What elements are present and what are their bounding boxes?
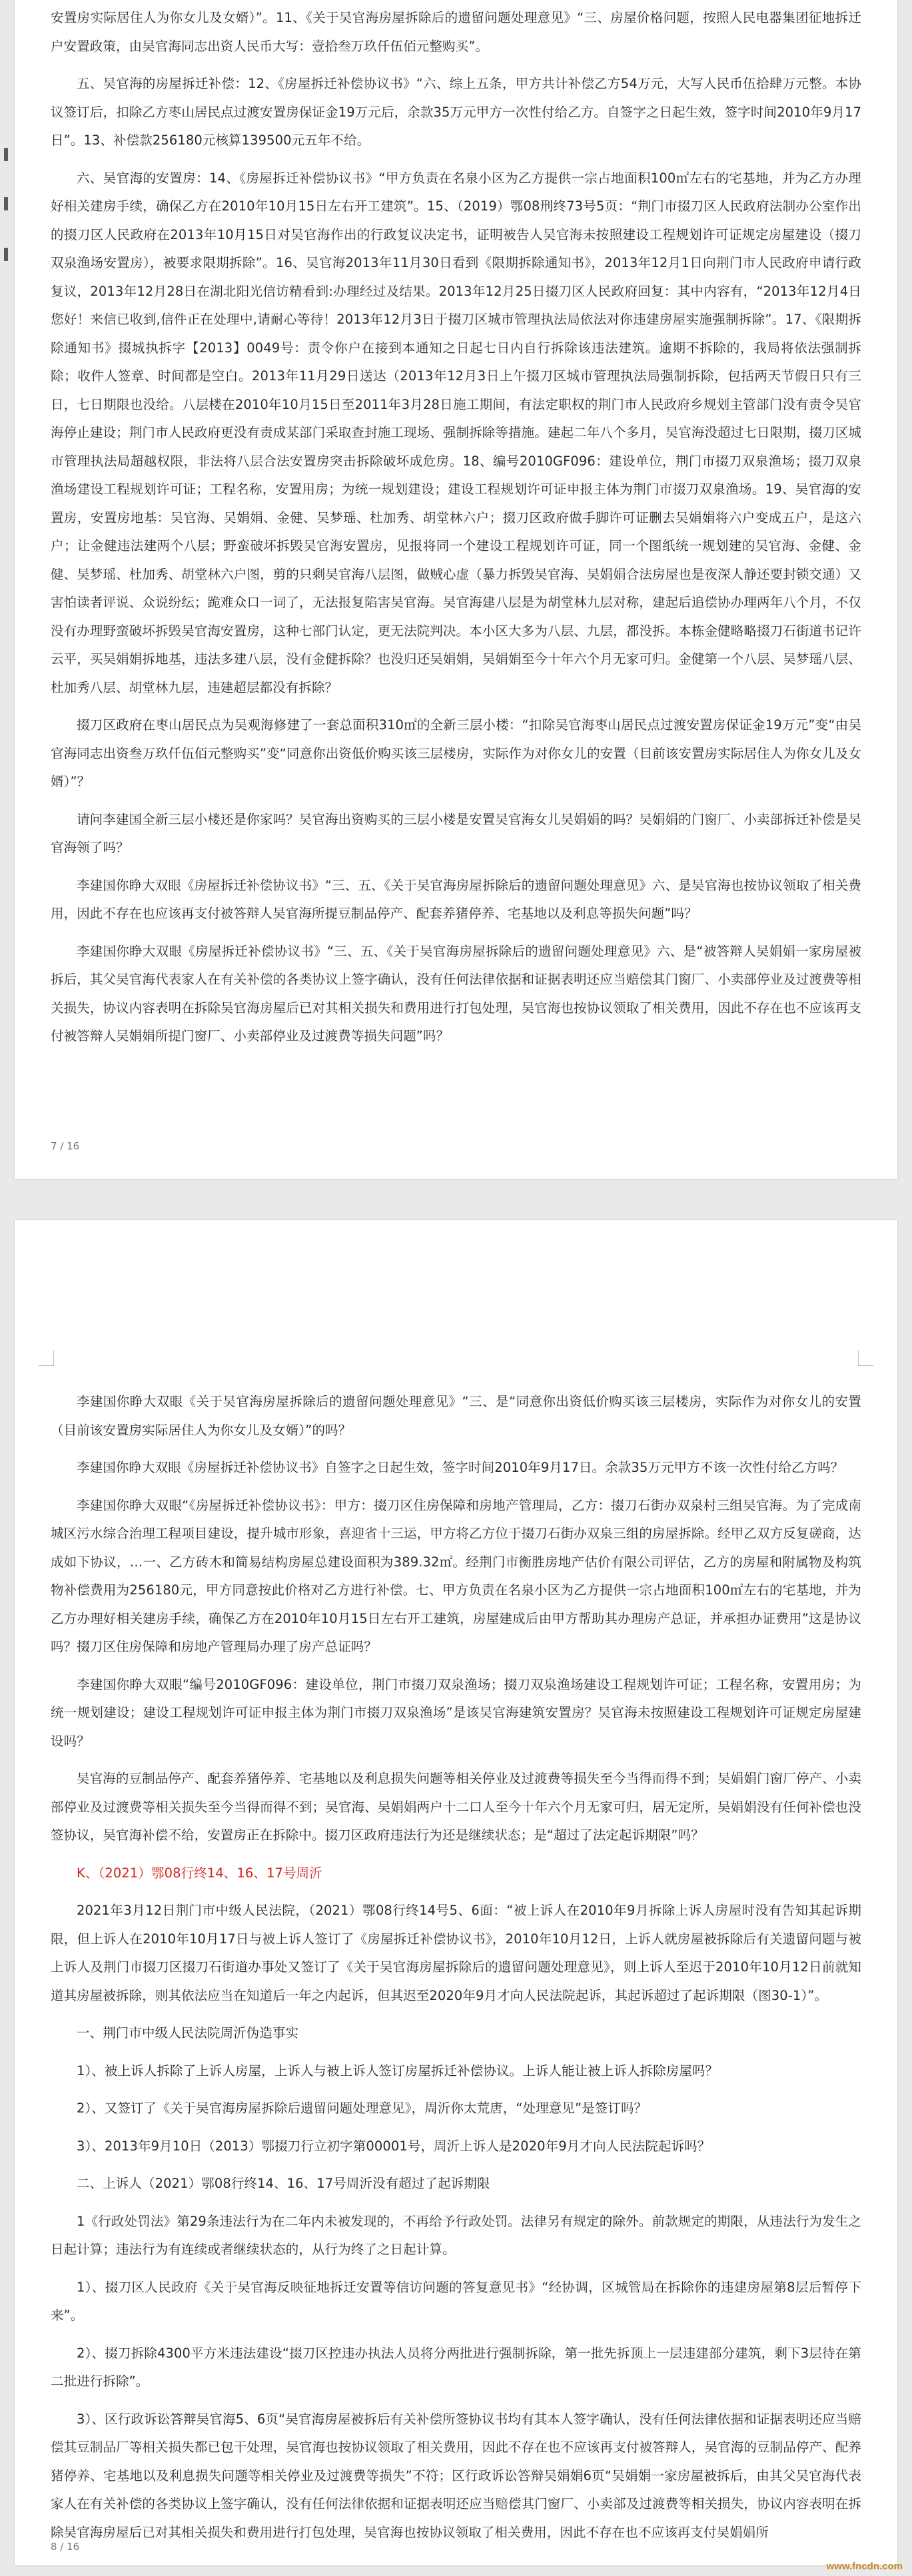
paragraph: 五、吴官海的房屋拆迁补偿：12、《房屋拆迁补偿协议书》“六、综上五条，甲方共计补偿乙方54万元，大写人民币伍拾肆万元整。本协议签订后，扣除乙方枣山居民点过渡安置房保证金19万元后，余款35万元甲方一次性付给乙方。自签字之日起生效，签字时间2010年9月17日”。13、补偿款256180元核算139500元五年不给。 bbox=[51, 76, 861, 148]
list-item: 1）、掇刀区人民政府《关于吴官海反映征地拆迁安置等信访问题的答复意见书》“经协调，区城管局在拆除你的违建房屋第8层后暂停下来”。 bbox=[51, 2279, 861, 2323]
document-page-7 bbox=[15, 0, 897, 1179]
paragraph: 安置房实际居住人为你女儿及女婿）”。11、《关于吴官海房屋拆除后的遗留问题处理意见》“三、房屋价格问题，按照人民电器集团征地拆迁户安置政策，由吴官海同志出资人民币大写：壹拾叁万玖仟伍佰元整购买”。 bbox=[51, 10, 861, 54]
section-heading: 一、荆门市中级人民法院周沂伪造事实 bbox=[77, 2025, 299, 2041]
paragraph: 李建国你睁大双眼《房屋拆迁补偿协议书》“三、五、《关于吴官海房屋拆除后的遗留问题处理意见》六、是“被答辩人吴娟娟一家房屋被拆后，其父吴官海代表家人在有关补偿的各类协议上签字确认，没有任何法律依据和证据表明还应当赔偿其门窗厂、小卖部停业及过渡费等相关损失，协议内容表明在拆除吴官海房屋后已对其相关损失和费用进行打包处理，吴官海也按协议领取了相关费用，因此不存在也不应该再支付被答辩人吴娟娟所提门窗厂、小卖部停业及过渡费等损失问题”吗？ bbox=[51, 943, 861, 1044]
list-item: 2）、掇刀拆除4300平方米违法建设“掇刀区控违办执法人员将分两批进行强制拆除，第一批先拆顶上一层违建部分建筑，剩下3层待在第二批进行拆除”。 bbox=[51, 2345, 861, 2389]
watermark: www.fncdn.com bbox=[826, 2561, 903, 2572]
left-edge-marker bbox=[4, 248, 8, 261]
paragraph: 1《行政处罚法》第29条违法行为在二年内未被发现的，不再给予行政处罚。法律另有规定的除外。前款规定的期限，从违法行为发生之日起计算；违法行为有连续或者继续状态的，从行为终了之日起计算。 bbox=[51, 2213, 861, 2257]
section-heading: 二、上诉人（2021）鄂08行终14、16、17号周沂没有超过了起诉期限 bbox=[77, 2176, 490, 2191]
paragraph: 请问李建国全新三层小楼还是你家吗？吴官海出资购买的三层小楼是安置吴官海女儿吴娟娟的吗？吴娟娟的门窗厂、小卖部拆迁补偿是吴官海领了吗？ bbox=[51, 811, 861, 855]
paragraph: 李建国你睁大双眼《房屋拆迁补偿协议书》“三、五、《关于吴官海房屋拆除后的遗留问题处理意见》六、是吴官海也按协议领取了相关费用，因此不存在也应该再支付被答辩人吴官海所提豆制品停产、配套养猪停养、宅基地以及利息等损失问题”吗？ bbox=[51, 877, 861, 921]
paragraph: 2021年3月12日荆门市中级人民法院，（2021）鄂08行终14号5、6面：“被上诉人在2010年9月拆除上诉人房屋时没有告知其起诉期限，但上诉人在2010年10月17日与被上诉人签订了《房屋拆迁补偿协议书》，2010年10月12日，上诉人就房屋被拆除后有关遗留问题与被上诉人及荆门市掇刀区掇刀石街道办事处又签订了《关于吴官海房屋拆除后的遗留问题处理意见》，则上诉人至迟于2010年10月12日前就知道其房屋被拆除，则其依法应当在知道后一年之内起诉，但其迟至2020年9月才向人民法院起诉，其起诉超过了起诉期限（图30-1）”。 bbox=[51, 1903, 861, 2003]
paragraph: 李建国你睁大双眼《房屋拆迁补偿协议书》自签字之日起生效，签字时间2010年9月17日。余款35万元甲方不该一次性付给乙方吗？ bbox=[77, 1460, 844, 1475]
paragraph: 吴官海的豆制品停产、配套养猪停养、宅基地以及利息损失问题等相关停业及过渡费等损失至今当得而得不到；吴娟娟门窗厂停产、小卖部停业及过渡费等相关损失至今当得而得不到；吴官海、吴娟娟两户十二口人至今十年六个月无家可归，居无定所，吴娟娟没有任何补偿也没签协议，吴官海补偿不给，安置房正在拆除中。掇刀区政府违法行为还是继续状态；是“超过了法定起诉期限”吗？ bbox=[51, 1771, 861, 1843]
page-number: 8 / 16 bbox=[51, 2541, 80, 2553]
page-number: 7 / 16 bbox=[51, 1140, 80, 1152]
list-item: 2）、又签订了《关于吴官海房屋拆除后遗留问题处理意见》，周沂你太荒唐，“处理意见”是签订吗？ bbox=[77, 2100, 648, 2116]
document-page-8 bbox=[15, 1220, 897, 2565]
paragraph: 李建国你睁大双眼“《房屋拆迁补偿协议书》：甲方：掇刀区住房保障和房地产管理局，乙方：掇刀石街办双泉村三组吴官海。为了完成南城区污水综合治理工程项目建设，提升城市形象，喜迎省十三运，甲方将乙方位于掇刀石街办双泉三组的房屋拆除。经甲乙双方反复磋商，达成如下协议，…一、乙方砖木和简易结构房屋总建设面积为389.32㎡。经荆门市衡胜房地产估价有限公司评估，乙方的房屋和附属物及构筑物补偿费用为256180元，甲方同意按此价格对乙方进行补偿。七、甲方负责在名泉小区为乙方提供一宗占地面积100㎡左右的宅基地，并为乙方办理好相关建房手续，确保乙方在2010年10月15日左右开工建筑，房屋建成后由甲方帮助其办理房产总证，并承担办证费用”这是协议吗？掇刀区住房保障和房地产管理局办理了房产总证吗？ bbox=[51, 1497, 861, 1654]
crop-mark bbox=[39, 1351, 54, 1366]
list-item: 3）、区行政诉讼答辩吴官海5、6页“吴官海房屋被拆后有关补偿所签协议书均有其本人签字确认，没有任何法律依据和证据表明还应当赔偿其豆制品厂等相关损失都已包干处理，吴官海也按协议领取了相关费用，因此不存在也不应该再支付被答辩人，吴官海的豆制品停产、配养猪停养、宅基地以及利息损失问题等相关停业及过渡费等损失”不符；区行政诉讼答辩吴娟娟6页“吴娟娟一家房屋被拆后，由其父吴官海代表家人在有关补偿的各类协议上签字确认，没有任何法律依据和证据表明还应当赔偿其门窗厂、小卖部及过渡费等相关损失，协议内容表明在拆除吴官海房屋后已对其相关损失和费用进行打包处理，吴官海也按协议领取了相关费用，因此不存在也不应该再支付吴娟娟所 bbox=[51, 2411, 861, 2540]
list-item: 1）、被上诉人拆除了上诉人房屋，上诉人与被上诉人签订房屋拆迁补偿协议。上诉人能让被上诉人拆除房屋吗？ bbox=[77, 2063, 719, 2079]
section-heading-red: K、（2021）鄂08行终14、16、17号周沂 bbox=[77, 1865, 322, 1881]
left-edge-marker bbox=[4, 148, 8, 161]
paragraph: 掇刀区政府在枣山居民点为吴观海修建了一套总面积310㎡的全新三层小楼：“扣除吴官海枣山居民点过渡安置房保证金19万元”变“由吴官海同志出资叁万玖仟伍佰元整购买”变“同意你出资低价购买该三层楼房，实际作为对你女儿的安置（目前该安置房实际居住人为你女儿及女婿）”？ bbox=[51, 717, 861, 789]
paragraph: 李建国你睁大双眼《关于吴官海房屋拆除后的遗留问题处理意见》“三、是“同意你出资低价购买该三层楼房，实际作为对你女儿的安置（目前该安置房实际居住人为你女儿及女婿）”的吗？ bbox=[51, 1394, 861, 1438]
list-item: 3）、2013年9月10日（2013）鄂掇刀行立初字第00001号，周沂上诉人是2020年9月才向人民法院起诉吗？ bbox=[77, 2138, 711, 2154]
paragraph: 李建国你睁大双眼“编号2010GF096：建设单位，荆门市掇刀双泉渔场；掇刀双泉渔场建设工程规划许可证；工程名称，安置用房；为统一规划建设；建设工程规划许可证申报主体为荆门市掇刀双泉渔场”是该吴官海建筑安置房？吴官海未按照建设工程规划许可证规定房屋建设吗？ bbox=[51, 1676, 861, 1749]
crop-mark bbox=[858, 1351, 873, 1366]
paragraph: 六、吴官海的安置房：14、《房屋拆迁补偿协议书》“甲方负责在名泉小区为乙方提供一宗占地面积100㎡左右的宅基地，并为乙方办理好相关建房手续，确保乙方在2010年10月15日左右开工建筑”。15、（2019）鄂08刑终73号5页：“荆门市掇刀区人民政府法制办公室作出的掇刀区人民政府在2013年10月15日对吴官海作出的行政复议决定书，证明被告人吴官海未按照建设工程规划许可证规定房屋建设（掇刀双泉渔场安置房），被要求限期拆除”。16、吴官海2013年11月30日看到《限期拆除通知书》，2013年12月1日向荆门市人民政府申请行政复议，2013年12月28日在湖北阳光信访精看到:办理经过及结果。2013年12月25日掇刀区人民政府回复：其中内容有，“2013年12月4日您好！来信已收到,信件正在处理中,请耐心等待！2013年12月3日于掇刀区城市管理执法局依法对你违建房屋实施强制拆除”。17、《限期拆除通知书》掇城执拆字【2013】0049号：责令你户在接到本通知之日起七日内自行拆除该违法建筑。逾期不拆除的，我局将依法强制拆除；收件人签章、时间都是空白。2013年11月29日送达（2013年12月3日上午掇刀区城市管理执法局强制拆除，包括两天节假日只有三日，七日期限也没给。八层楼在2010年10月15日至2011年3月28日施工期间，有法定职权的荆门市人民政府乡规划主管部门没有责令吴官海停止建设；荆门市人民政府更没有责成某部门采取查封施工现场、强制拆除等措施。建起二年八个多月，吴官海没超过七日限期，掇刀区城市管理执法局超越权限，非法将八层合法安置房突击拆除破坏成危房。18、编号2010GF096：建设单位，荆门市掇刀双泉渔场；掇刀双泉渔场建设工程规划许可证；工程名称，安置用房；为统一规划建设；建设工程规划许可证申报主体为荆门市掇刀双泉渔场。19、吴官海的安置房，安置房地基：吴官海、吴娟娟、金健、吴梦瑶、杜加秀、胡堂林六户；掇刀区政府做手脚许可证删去吴娟娟将六户变成五户，是这六户；让金健违法建两个八层；野蛮破坏拆毁吴官海安置房，见报将同一个建设工程规划许可证，同一个图纸统一规划建的吴官海、金健、金健、吴梦瑶、杜加秀、胡堂林六户图，剪的只剩吴官海八层图，做贼心虚（暴力拆毁吴官海、吴娟娟合法房屋也是夜深人静还要封锁交通）又害怕读者评说、众说纷纭；跪难众口一词了，无法报复陷害吴官海。吴官海建八层是为胡堂林九层对称，建起后追偿协办理两年八个月，不仅没有办理野蛮破坏拆毁吴官海安置房，这种七部门认定，更无法院判决。本小区大多为八层、九层，都没拆。本栋金健略略掇刀石街道书记许云平，买吴娟娟拆地基，违法多建八层，没有金健拆除？也没归还吴娟娟，吴娟娟至今十年六个月无家可归。金健第一个八层、吴梦瑶八层、杜加秀八层、胡堂林九层，违建超层都没有拆除？ bbox=[51, 170, 861, 695]
left-edge-marker bbox=[4, 197, 8, 210]
